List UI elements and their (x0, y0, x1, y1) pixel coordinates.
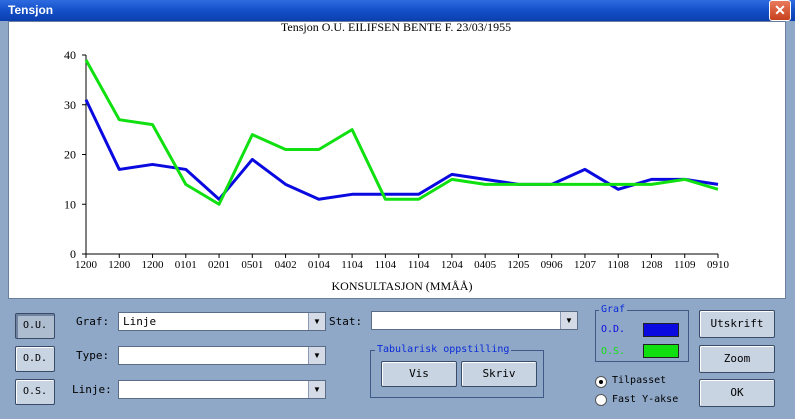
tabular-groupbox-title: Tabularisk oppstilling (377, 344, 510, 355)
x-tick-label: 1204 (440, 259, 463, 271)
control-panel (0, 298, 795, 419)
chevron-down-icon[interactable]: ▼ (560, 312, 577, 329)
legend-od-label: O.D. (601, 324, 626, 335)
fast-y-akse-label: Fast Y-akse (612, 394, 679, 405)
zoom-button[interactable]: Zoom (699, 345, 775, 373)
x-axis-label: KONSULTASJON (MMÅÅ) (331, 279, 473, 293)
legend-os-label: O.S. (601, 346, 626, 357)
eye-od-button[interactable]: O.D. (15, 346, 55, 372)
chart-title: Tensjon O.U. EILIFSEN BENTE F. 23/03/1955 (280, 22, 512, 34)
skriv-button[interactable]: Skriv (461, 361, 537, 387)
x-tick-label: 1104 (374, 259, 397, 271)
x-tick-label: 0402 (274, 259, 297, 271)
vis-button[interactable]: Vis (381, 361, 457, 387)
title-bar (0, 0, 795, 21)
fast-y-akse-radio[interactable] (595, 394, 607, 406)
x-tick-label: 1104 (407, 259, 430, 271)
chevron-down-icon[interactable]: ▼ (308, 381, 325, 398)
graf-select[interactable] (118, 312, 326, 331)
x-tick-label: 1200 (108, 259, 131, 271)
legend-os-swatch (643, 344, 679, 358)
tilpasset-label: Tilpasset (612, 375, 667, 386)
linje-label: Linje: (72, 383, 112, 396)
x-tick-label: 0910 (707, 259, 729, 271)
x-tick-label: 0201 (208, 259, 231, 271)
series-line-os (86, 60, 718, 204)
x-tick-label: 0104 (307, 259, 330, 271)
graf-select-value: Linje (123, 315, 157, 328)
type-label: Type: (76, 349, 110, 362)
x-tick-label: 1208 (640, 259, 663, 271)
x-tick-label: 0501 (241, 259, 264, 271)
eye-os-button[interactable]: O.S. (15, 379, 55, 405)
x-tick-label: 1108 (607, 259, 630, 271)
x-tick-label: 1104 (341, 259, 363, 271)
line-chart (9, 22, 785, 298)
legend-od-swatch (643, 323, 679, 337)
legend-groupbox-title: Graf (601, 304, 626, 315)
stat-label: Stat: (329, 315, 363, 328)
graf-label: Graf: (76, 315, 110, 328)
y-tick-label: 10 (64, 197, 76, 212)
x-tick-label: 1207 (573, 259, 596, 271)
y-tick-label: 30 (64, 97, 76, 112)
x-tick-label: 1200 (141, 259, 164, 271)
eye-ou-button[interactable]: O.U. (15, 313, 55, 339)
x-tick-label: 1200 (75, 259, 97, 271)
y-tick-label: 40 (64, 48, 76, 62)
x-tick-label: 0101 (174, 259, 197, 271)
x-tick-label: 0906 (540, 259, 563, 271)
chevron-down-icon[interactable]: ▼ (308, 347, 325, 364)
utskrift-button[interactable]: Utskrift (699, 310, 775, 338)
window-title: Tensjon (8, 3, 54, 17)
y-tick-label: 20 (64, 147, 76, 162)
x-tick-label: 0405 (474, 259, 497, 271)
close-button[interactable]: ✕ (769, 0, 791, 21)
linje-select[interactable] (118, 380, 326, 399)
type-select[interactable] (118, 346, 326, 365)
tilpasset-radio[interactable] (595, 376, 607, 388)
y-tick-label: 0 (70, 247, 76, 261)
chevron-down-icon[interactable]: ▼ (308, 313, 325, 330)
stat-select[interactable] (371, 311, 578, 330)
x-tick-label: 1109 (673, 259, 696, 271)
chart-area (8, 21, 786, 299)
ok-button[interactable]: OK (699, 379, 775, 407)
x-tick-label: 1205 (507, 259, 530, 271)
